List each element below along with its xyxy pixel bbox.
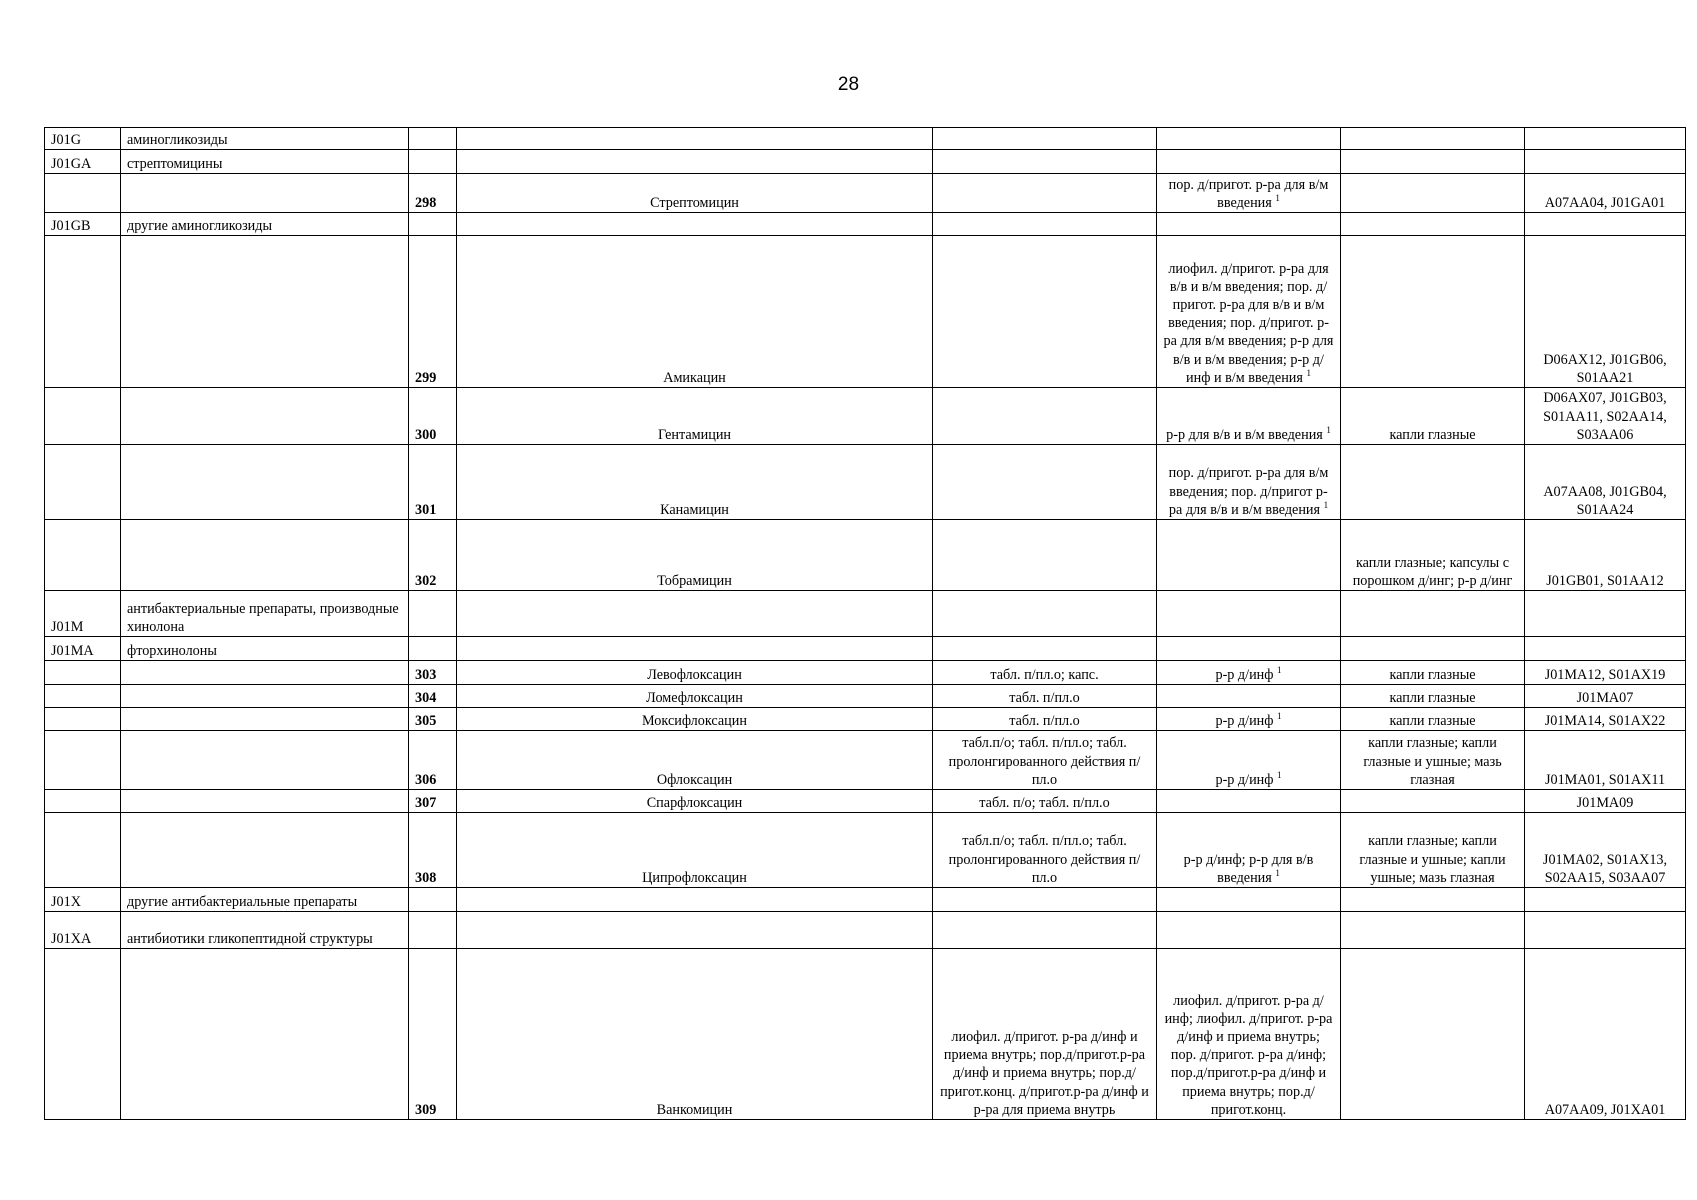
atc-codes-text: A07AA09, J01XA01	[1544, 1101, 1666, 1118]
injection-forms-text: р-р для в/в и в/м введения	[1166, 426, 1323, 443]
oral-forms	[933, 520, 1157, 591]
other-forms	[1341, 949, 1525, 1120]
empty-cell	[121, 949, 409, 1120]
atc-codes-text: A07AA04, J01GA01	[1544, 194, 1666, 211]
atc-group-name-text: антибиотики гликопептидной структуры	[127, 930, 373, 947]
injection-forms	[1157, 708, 1341, 731]
drug-inn-name-text: Ломефлоксацин	[646, 689, 743, 706]
drug-number	[409, 731, 457, 790]
drug-number	[409, 949, 457, 1120]
drug-row	[45, 520, 1686, 591]
oral-forms-text: табл. п/пл.о; капс.	[990, 666, 1099, 683]
footnote-marker: 1	[1326, 424, 1331, 435]
empty-cell	[45, 731, 121, 790]
other-forms	[1341, 445, 1525, 520]
injection-forms-text: р-р д/инф	[1215, 712, 1274, 729]
drug-number-text: 307	[415, 794, 437, 811]
atc-code-text: J01GB	[51, 217, 91, 234]
empty-cell	[1341, 912, 1525, 949]
atc-code	[45, 912, 121, 949]
atc-codes-text: J01MA12, S01AX19	[1544, 666, 1666, 683]
atc-codes	[1525, 445, 1686, 520]
empty-cell	[45, 685, 121, 708]
atc-group-name	[121, 637, 409, 661]
oral-forms	[933, 388, 1157, 445]
drug-number-text: 304	[415, 689, 437, 706]
atc-group-name	[121, 150, 409, 174]
atc-codes-text: J01MA02, S01AX13, S02AA15, S03AA07	[1542, 851, 1668, 886]
empty-cell	[1341, 888, 1525, 912]
footnote-marker: 1	[1277, 769, 1282, 780]
injection-forms-text: пор. д/пригот. р-ра для в/м введения	[1168, 176, 1329, 211]
drug-inn-name	[457, 790, 933, 813]
drug-inn-name-text: Амикацин	[663, 369, 726, 386]
drug-number	[409, 174, 457, 213]
empty-cell	[933, 150, 1157, 174]
drug-number	[409, 661, 457, 685]
empty-cell	[933, 637, 1157, 661]
drug-inn-name-text: Моксифлоксацин	[642, 712, 747, 729]
atc-codes	[1525, 708, 1686, 731]
empty-cell	[45, 174, 121, 213]
empty-cell	[1157, 128, 1341, 150]
atc-codes	[1525, 388, 1686, 445]
empty-cell	[933, 912, 1157, 949]
drug-number-text: 309	[415, 1101, 437, 1118]
oral-forms-text: табл. п/о; табл. п/пл.о	[979, 794, 1110, 811]
drug-row	[45, 731, 1686, 790]
other-forms	[1341, 790, 1525, 813]
drug-number	[409, 445, 457, 520]
injection-forms-text: р-р д/инф	[1215, 771, 1274, 788]
drug-inn-name-text: Гентамицин	[657, 426, 732, 443]
oral-forms	[933, 661, 1157, 685]
other-forms	[1341, 661, 1525, 685]
drug-row	[45, 813, 1686, 888]
atc-codes	[1525, 813, 1686, 888]
drug-number-text: 300	[415, 426, 437, 443]
oral-forms	[933, 445, 1157, 520]
other-forms-text: капли глазные	[1389, 426, 1476, 443]
atc-code	[45, 128, 121, 150]
drug-inn-name-text: Ципрофлоксацин	[642, 869, 747, 886]
oral-forms-text: табл.п/о; табл. п/пл.о; табл. пролонгированного действия п/пл.о	[948, 735, 1141, 788]
other-forms-text: капли глазные	[1389, 689, 1476, 706]
drug-list-table	[44, 127, 1686, 1120]
empty-cell	[45, 661, 121, 685]
atc-codes-text: J01MA09	[1576, 794, 1634, 811]
empty-cell	[45, 236, 121, 388]
empty-cell	[457, 591, 933, 637]
footnote-marker: 1	[1277, 664, 1282, 675]
empty-cell	[457, 888, 933, 912]
atc-group-row	[45, 128, 1686, 150]
atc-codes-text: J01MA01, S01AX11	[1544, 771, 1666, 788]
empty-cell	[1157, 213, 1341, 236]
injection-forms	[1157, 790, 1341, 813]
drug-row	[45, 949, 1686, 1120]
atc-code	[45, 888, 121, 912]
empty-cell	[45, 790, 121, 813]
drug-inn-name-text: Спарфлоксацин	[646, 794, 743, 811]
oral-forms	[933, 708, 1157, 731]
empty-cell	[409, 637, 457, 661]
drug-number	[409, 520, 457, 591]
drug-row	[45, 708, 1686, 731]
empty-cell	[1157, 591, 1341, 637]
empty-cell	[121, 708, 409, 731]
empty-cell	[121, 813, 409, 888]
empty-cell	[45, 445, 121, 520]
atc-codes	[1525, 790, 1686, 813]
drug-number-text: 299	[415, 369, 437, 386]
drug-number-text: 302	[415, 572, 437, 589]
drug-inn-name	[457, 520, 933, 591]
drug-row	[45, 236, 1686, 388]
drug-row	[45, 685, 1686, 708]
drug-number	[409, 813, 457, 888]
empty-cell	[1157, 637, 1341, 661]
atc-code-text: J01XA	[51, 930, 92, 947]
other-forms-text: капли глазные	[1389, 666, 1476, 683]
atc-group-name-text: аминогликозиды	[127, 131, 228, 148]
empty-cell	[933, 128, 1157, 150]
other-forms	[1341, 236, 1525, 388]
atc-codes-text: J01MA14, S01AX22	[1544, 712, 1666, 729]
empty-cell	[1525, 213, 1686, 236]
injection-forms-text: лиофил. д/пригот. р-ра для в/в и в/м введения; пор. д/пригот. р-ра для в/в и в/м введения; пор. д/пригот. р-ра для в/м введения; р-р для в/в и в/м введения; р-р д/инф и в/м введения	[1163, 260, 1334, 386]
empty-cell	[45, 520, 121, 591]
atc-group-row	[45, 637, 1686, 661]
injection-forms-text: пор. д/пригот. р-ра для в/м введения; пор. д/пригот р-ра для в/в и в/м введения	[1168, 465, 1329, 518]
atc-group-name-text: другие аминогликозиды	[127, 217, 273, 234]
oral-forms	[933, 236, 1157, 388]
oral-forms	[933, 174, 1157, 213]
empty-cell	[409, 591, 457, 637]
atc-codes	[1525, 236, 1686, 388]
injection-forms	[1157, 949, 1341, 1120]
atc-group-row	[45, 912, 1686, 949]
empty-cell	[457, 128, 933, 150]
footnote-marker: 1	[1277, 710, 1282, 721]
drug-inn-name	[457, 174, 933, 213]
empty-cell	[933, 888, 1157, 912]
empty-cell	[121, 731, 409, 790]
empty-cell	[1525, 128, 1686, 150]
drug-inn-name	[457, 445, 933, 520]
injection-forms	[1157, 236, 1341, 388]
empty-cell	[1525, 888, 1686, 912]
atc-group-row	[45, 213, 1686, 236]
other-forms-text: капли глазные; капли глазные и ушные; капли ушные; мазь глазная	[1359, 833, 1506, 886]
other-forms	[1341, 685, 1525, 708]
drug-row	[45, 445, 1686, 520]
atc-codes-text: A07AA08, J01GB04, S01AA24	[1543, 483, 1667, 518]
empty-cell	[121, 174, 409, 213]
empty-cell	[409, 912, 457, 949]
other-forms-text: капли глазные; капсулы с порошком д/инг; р-р д/инг	[1352, 554, 1513, 589]
other-forms	[1341, 520, 1525, 591]
drug-row	[45, 661, 1686, 685]
other-forms	[1341, 174, 1525, 213]
empty-cell	[933, 591, 1157, 637]
atc-group-row	[45, 888, 1686, 912]
drug-inn-name-text: Канамицин	[660, 501, 729, 518]
other-forms-text: капли глазные; капли глазные и ушные; мазь глазная	[1363, 735, 1502, 788]
atc-group-name	[121, 912, 409, 949]
atc-code	[45, 637, 121, 661]
atc-group-name-text: стрептомицины	[127, 155, 223, 172]
empty-cell	[1341, 150, 1525, 174]
atc-group-name	[121, 128, 409, 150]
atc-code-text: J01GA	[51, 155, 92, 172]
empty-cell	[121, 661, 409, 685]
drug-number-text: 308	[415, 869, 437, 886]
atc-codes-text: J01MA07	[1576, 689, 1634, 706]
empty-cell	[1157, 888, 1341, 912]
drug-row	[45, 790, 1686, 813]
atc-group-name	[121, 591, 409, 637]
empty-cell	[1341, 637, 1525, 661]
empty-cell	[457, 150, 933, 174]
drug-number-text: 305	[415, 712, 437, 729]
atc-codes	[1525, 661, 1686, 685]
atc-group-name	[121, 213, 409, 236]
footnote-marker: 1	[1275, 867, 1280, 878]
footnote-marker: 1	[1275, 192, 1280, 203]
empty-cell	[1525, 637, 1686, 661]
other-forms	[1341, 388, 1525, 445]
empty-cell	[45, 388, 121, 445]
empty-cell	[121, 520, 409, 591]
atc-codes	[1525, 949, 1686, 1120]
atc-codes	[1525, 520, 1686, 591]
empty-cell	[457, 637, 933, 661]
other-forms-text: капли глазные	[1389, 712, 1476, 729]
oral-forms-text: лиофил. д/пригот. р-ра д/инф и приема внутрь; пор.д/пригот.р-ра д/инф и приема внутрь; пор.д/пригот.конц. д/пригот.р-ра д/инф и р-ра для приема внутрь	[940, 1028, 1149, 1118]
atc-group-row	[45, 591, 1686, 637]
empty-cell	[45, 708, 121, 731]
drug-number-text: 306	[415, 771, 437, 788]
other-forms	[1341, 708, 1525, 731]
drug-inn-name	[457, 731, 933, 790]
footnote-marker: 1	[1323, 499, 1329, 510]
empty-cell	[121, 388, 409, 445]
empty-cell	[1157, 150, 1341, 174]
drug-inn-name-text: Ванкомицин	[656, 1101, 733, 1118]
oral-forms	[933, 813, 1157, 888]
empty-cell	[457, 912, 933, 949]
empty-cell	[121, 790, 409, 813]
empty-cell	[121, 685, 409, 708]
empty-cell	[1157, 912, 1341, 949]
drug-inn-name	[457, 813, 933, 888]
empty-cell	[933, 213, 1157, 236]
drug-inn-name-text: Стрептомицин	[650, 194, 739, 211]
oral-forms-text: табл.п/о; табл. п/пл.о; табл. пролонгированного действия п/пл.о	[948, 833, 1141, 886]
atc-group-row	[45, 150, 1686, 174]
injection-forms	[1157, 445, 1341, 520]
drug-number	[409, 708, 457, 731]
oral-forms	[933, 790, 1157, 813]
empty-cell	[409, 213, 457, 236]
page-number: 28	[837, 74, 860, 95]
injection-forms	[1157, 174, 1341, 213]
oral-forms-text: табл. п/пл.о	[1009, 689, 1080, 706]
drug-number	[409, 685, 457, 708]
atc-code-text: J01MA	[51, 642, 94, 659]
drug-inn-name-text: Левофлоксацин	[647, 666, 742, 683]
atc-code-text: J01G	[51, 131, 81, 148]
empty-cell	[1341, 213, 1525, 236]
empty-cell	[409, 128, 457, 150]
atc-codes-text: D06AX07, J01GB03, S01AA11, S02AA14, S03AA06	[1543, 390, 1667, 443]
drug-number	[409, 236, 457, 388]
drug-inn-name-text: Офлоксацин	[656, 771, 733, 788]
atc-codes-text: D06AX12, J01GB06, S01AA21	[1543, 351, 1667, 386]
atc-code	[45, 213, 121, 236]
empty-cell	[1525, 150, 1686, 174]
empty-cell	[45, 813, 121, 888]
injection-forms-text: р-р д/инф	[1215, 666, 1274, 683]
oral-forms-text: табл. п/пл.о	[1009, 712, 1080, 729]
empty-cell	[1341, 591, 1525, 637]
injection-forms	[1157, 731, 1341, 790]
atc-code-text: J01M	[51, 618, 84, 635]
drug-inn-name	[457, 388, 933, 445]
injection-forms	[1157, 520, 1341, 591]
injection-forms	[1157, 813, 1341, 888]
drug-inn-name	[457, 661, 933, 685]
injection-forms	[1157, 685, 1341, 708]
drug-inn-name	[457, 949, 933, 1120]
drug-inn-name	[457, 685, 933, 708]
injection-forms	[1157, 661, 1341, 685]
oral-forms	[933, 949, 1157, 1120]
empty-cell	[1525, 591, 1686, 637]
drug-number-text: 298	[415, 194, 437, 211]
empty-cell	[1525, 912, 1686, 949]
drug-number	[409, 790, 457, 813]
injection-forms-text: р-р д/инф; р-р для в/в введения	[1183, 851, 1314, 886]
empty-cell	[45, 949, 121, 1120]
drug-number	[409, 388, 457, 445]
atc-codes	[1525, 174, 1686, 213]
empty-cell	[121, 445, 409, 520]
atc-code	[45, 591, 121, 637]
oral-forms	[933, 731, 1157, 790]
empty-cell	[1341, 128, 1525, 150]
other-forms	[1341, 731, 1525, 790]
injection-forms	[1157, 388, 1341, 445]
drug-row	[45, 388, 1686, 445]
oral-forms	[933, 685, 1157, 708]
empty-cell	[457, 213, 933, 236]
atc-group-name-text: другие антибактериальные препараты	[127, 893, 358, 910]
atc-codes	[1525, 731, 1686, 790]
atc-code-text: J01X	[51, 893, 81, 910]
atc-group-name-text: фторхинолоны	[127, 642, 217, 659]
empty-cell	[409, 150, 457, 174]
atc-codes	[1525, 685, 1686, 708]
drug-number-text: 303	[415, 666, 437, 683]
injection-forms-text: лиофил. д/пригот. р-ра д/инф; лиофил. д/пригот. р-ра д/инф и приема внутрь; пор. д/пригот. р-ра д/инф; пор.д/пригот.р-ра д/инф и приема внутрь; пор.д/пригот.конц.	[1164, 992, 1333, 1118]
other-forms	[1341, 813, 1525, 888]
drug-number-text: 301	[415, 501, 437, 518]
empty-cell	[121, 236, 409, 388]
atc-codes-text: J01GB01, S01AA12	[1546, 572, 1664, 589]
atc-group-name	[121, 888, 409, 912]
atc-group-name-text: антибактериальные препараты, производные хинолона	[127, 600, 399, 635]
drug-inn-name	[457, 236, 933, 388]
atc-code	[45, 150, 121, 174]
drug-inn-name-text: Тобрамицин	[657, 572, 732, 589]
empty-cell	[409, 888, 457, 912]
footnote-marker: 1	[1306, 367, 1311, 378]
drug-inn-name	[457, 708, 933, 731]
drug-row	[45, 174, 1686, 213]
